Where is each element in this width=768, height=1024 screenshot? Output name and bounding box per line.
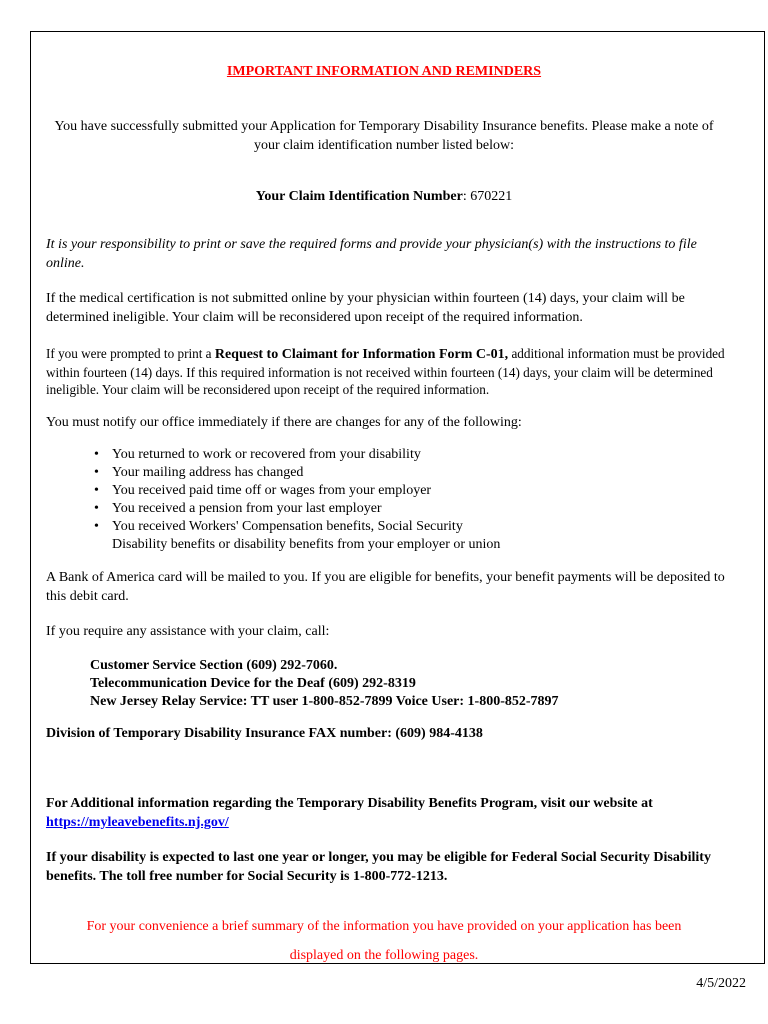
assistance-paragraph: If you require any assistance with your claim, call: xyxy=(46,624,330,639)
bank-card-paragraph: A Bank of America card will be mailed to you. If you are eligible for benefits, your benefit payments will be deposited to this debit card. xyxy=(46,570,725,604)
relay-service-line: New Jersey Relay Service: TT user 1-800-852-7899 Voice User: 1-800-852-7897 xyxy=(90,694,559,709)
form-c01-suffix: additional information must be provided within fourteen (14) days. If this required information is not received within fourteen (14) days, your claim will be determined ineligible. Your claim will be reconsidered upon receipt of the required information. xyxy=(46,346,725,397)
notify-intro: You must notify our office immediately if there are changes for any of the following: xyxy=(46,415,522,430)
page-title: IMPORTANT INFORMATION AND REMINDERS xyxy=(226,64,542,79)
website-paragraph xyxy=(46,795,726,832)
fax-line: Division of Temporary Disability Insurance FAX number: (609) 984-4138 xyxy=(46,726,483,741)
claim-id-line xyxy=(0,189,768,205)
bullet-icon: • xyxy=(94,447,99,462)
form-c01-paragraph xyxy=(46,345,726,399)
claim-id-number: 670221 xyxy=(470,189,513,204)
tdd-line: Telecommunication Device for the Deaf (609) 292-8319 xyxy=(90,676,416,691)
list-item: • You received a pension from your last employer xyxy=(94,501,382,516)
notify-list xyxy=(94,446,500,554)
document-date: 4/5/2022 xyxy=(696,976,746,991)
contact-list xyxy=(90,657,690,711)
summary-note-line-1: For your convenience a brief summary of the information you have provided on your application has been xyxy=(86,919,682,934)
customer-service-line: Customer Service Section (609) 292-7060. xyxy=(90,658,338,673)
list-item: • You received paid time off or wages from your employer xyxy=(94,483,432,498)
list-item-continuation: Disability benefits or disability benefits from your employer or union xyxy=(112,537,501,552)
form-c01-prefix: If you were prompted to print a xyxy=(46,346,215,361)
federal-ssa-paragraph: If your disability is expected to last one year or longer, you may be eligible for Federal Social Security Disability benefits. The toll free number for Social Security is 1-800-772-1213. xyxy=(46,850,711,884)
website-link[interactable]: https://myleavebenefits.nj.gov/ xyxy=(46,814,229,830)
bullet-icon: • xyxy=(94,465,99,480)
responsibility-paragraph: It is your responsibility to print or save the required forms and provide your physician(s) with the instructions to file online. xyxy=(46,237,697,271)
list-item: • You returned to work or recovered from your disability xyxy=(94,447,421,462)
summary-note-line-2: displayed on the following pages. xyxy=(289,948,479,963)
claim-id-label: Your Claim Identification Number xyxy=(255,189,463,204)
website-text: For Additional information regarding the Temporary Disability Benefits Program, visit our website at xyxy=(46,796,653,811)
claim-id-separator: : xyxy=(462,189,471,204)
form-c01-name: Request to Claimant for Information Form C-01, xyxy=(214,347,509,362)
intro-paragraph: You have successfully submitted your Application for Temporary Disability Insurance benefits. Please make a note of your claim identification number listed below: xyxy=(54,119,714,153)
list-item: • Your mailing address has changed xyxy=(94,465,304,480)
list-item: • You received Workers' Compensation benefits, Social Security xyxy=(94,519,463,534)
bullet-icon: • xyxy=(94,483,99,498)
bullet-icon: • xyxy=(94,519,99,534)
bullet-icon: • xyxy=(94,501,99,516)
medical-cert-paragraph: If the medical certification is not submitted online by your physician within fourteen (14) days, your claim will be determined ineligible. Your claim will be reconsidered upon receipt of the required information. xyxy=(46,291,685,325)
